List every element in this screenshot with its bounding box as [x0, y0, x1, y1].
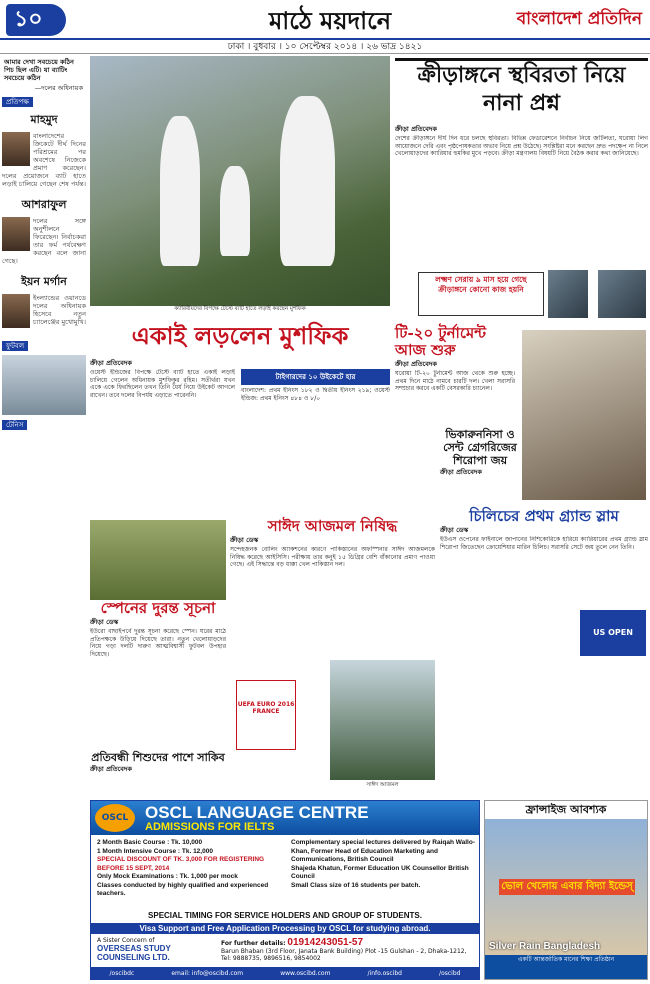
headline-mushfiq[interactable]: একাই লড়লেন মুশফিক — [131, 321, 349, 350]
sidebar-quote-source: —দলের অধিনায়ক — [34, 84, 83, 92]
headline-stgreg[interactable]: ভিকারুননিসা ও সেন্ট গ্রেগরিজের শিরোপা জয় — [443, 428, 517, 467]
hero-photo — [90, 56, 390, 306]
section-title: মাঠে ময়দানে — [268, 6, 392, 35]
concern-label: A Sister Concern of — [97, 937, 155, 944]
cilic-trophy-photo — [522, 330, 646, 500]
headline-t20[interactable]: টি-২০ টুর্নামেন্ট আজ শুরু — [395, 324, 487, 359]
sidebar-tag: টেনিস — [2, 420, 27, 430]
page-header — [0, 0, 650, 40]
info-label: For further details: — [221, 940, 286, 947]
portrait-photo — [598, 270, 646, 318]
left-sidebar — [2, 56, 86, 616]
franchise-advert[interactable] — [484, 800, 648, 980]
story-body: দেশের ক্রীড়াঙ্গনে দীর্ঘ দিন ধরে চলছে স্থবিরতা। বিভিন্ন ফেডারেশনে নির্বাচন নিয়ে জটিলতা, ঘরোয়া লিগ আয়োজনে দেরি এবং পৃষ্ঠপোষকতার অভাব নিয়ে প্রশ্ন উঠেছে। সংশ্লিষ্টরা মনে করছেন দ্রুত পদক্ষেপ না নিলে খেলোয়াড়দের ক্যারিয়ার হুমকির মুখে পড়বে। ক্রীড়া মন্ত্রণালয় বিষয়টি নিয়ে বৈঠক করার কথা জানিয়েছে। — [395, 135, 648, 158]
franchise-banner: ভোল খেলোয় এবার বিদ্যা ইন্ডেস্ — [499, 879, 635, 895]
portrait-photo — [2, 132, 30, 166]
headline-disabled[interactable]: প্রতিবন্ধী শিশুদের পাশে সাকিব — [91, 751, 225, 764]
oscl-header — [91, 801, 479, 835]
list-item: Complementary special lectures delivered by Raiqah Wallo-Khan, Former Head of Education Marketing and Communications, British Council — [291, 839, 475, 863]
euro2016-logo: UEFA EURO 2016 FRANCE — [236, 680, 296, 750]
ajmal-photo — [330, 660, 435, 780]
address: Barun Bhaban (3rd Floor, Janata Bank Building) Plot -15 Gulshan - 2, Dhaka-1212, Tel: 9888735, 9896516, 9854002 — [221, 948, 467, 962]
headline-ajmal[interactable]: সাঈদ আজমল নিষিদ্ধ — [267, 517, 398, 535]
headline-cilic[interactable]: চিলিচের প্রথম গ্র্যান্ড স্লাম — [469, 507, 619, 525]
story-cilic — [440, 508, 648, 688]
oscl-advert[interactable] — [90, 800, 480, 980]
story-body: ওয়েস্ট ইন্ডিজের বিপক্ষে টেস্টে ব্যাট হাতে একাই লড়াই চালিয়ে গেলেন অধিনায়ক মুশফিকুর রহিম। সতীর্থরা যখন একে একে ফিরছিলেন তখন তিনি ধৈর্য নিয়ে উইকেট আগলে রাখেন। তবে দলের বিপর্যয় এড়াতে পারেননি। — [90, 369, 235, 399]
football-photo — [2, 355, 86, 415]
hero-caption: ক্যারিবীয়দের বিপক্ষে টেস্টে ব্যাট হাতে লড়াই করছেন মুশফিক — [174, 306, 306, 312]
byline: ক্রীড়া প্রতিবেদক — [395, 360, 437, 368]
profile-name: ইয়ন মর্গান — [21, 275, 67, 288]
byline: ক্রীড়া প্রতিবেদক — [90, 359, 132, 367]
profile-name: মাহমুদ — [30, 113, 58, 126]
story-mushfiq — [90, 318, 390, 518]
batsman-figure — [160, 116, 200, 266]
photo-caption: সাঈদ আজমল — [366, 782, 399, 788]
keeper-figure — [280, 96, 335, 266]
byline: ক্রীড়া প্রতিবেদক — [90, 765, 132, 773]
email-link[interactable]: email: info@oscibd.com — [171, 969, 244, 977]
fielder-figure — [220, 166, 250, 256]
headline-stagnation[interactable]: ক্রীড়াঙ্গনে স্থবিরতা নিয়ে নানা প্রশ্ন — [395, 58, 648, 120]
social-link[interactable]: /oscibdc — [109, 969, 135, 977]
oscl-special-timing: SPECIAL TIMING FOR SERVICE HOLDERS AND GROUP OF STUDENTS. — [148, 911, 422, 920]
byline: ক্রীড়া প্রতিবেদক — [395, 125, 437, 133]
list-item: 1 Month Intensive Course : Tk. 12,000 — [97, 847, 213, 855]
sidebar-quote: আমার দেখা সবচেয়ে কঠিন পিচ ছিল এটি। যা ব্যাটিং সবচেয়ে কঠিন — [4, 58, 74, 82]
sidebar-tag: প্রতিপক্ষ — [2, 97, 33, 107]
spain-team-photo — [90, 520, 226, 600]
byline: ক্রীড়া ডেস্ক — [230, 536, 259, 544]
story-stgreg — [440, 428, 520, 508]
oscl-company — [97, 937, 217, 962]
franchise-footer: একটি আন্তর্জাতিক মানের শিক্ষা প্রতিষ্ঠান — [485, 955, 647, 979]
pullquote: লক্ষ্মণ সেরায় ৯ মাস হয়ে গেছে ক্রীড়াঙ্গনে কোনো কাজ হয়নি — [418, 272, 544, 316]
oscl-course-list — [97, 839, 287, 899]
masthead[interactable]: বাংলাদেশ প্রতিদিন — [516, 9, 642, 29]
sidebar-tag: ফুটবল — [2, 341, 28, 351]
oscl-logo: OSCL — [95, 804, 135, 832]
profile-text: দলের সঙ্গে অনুশীলনে ফিরেছেন। নির্বাচকরা তার ফর্ম পর্যবেক্ষণ করছেন বলে জানা গেছে। — [2, 217, 86, 265]
social-link[interactable]: /oscibd — [439, 969, 461, 977]
list-item: Only Mock Examinations : Tk. 1,000 per mock — [97, 873, 238, 880]
social-link[interactable]: /info.oscibd — [367, 969, 402, 977]
score-info-bar: টাইগারদের ১০ উইকেটে হার — [241, 369, 390, 385]
dateline: ঢাকা । বুধবার । ১০ সেপ্টেম্বর ২০১৪ । ২৬ ভাদ্র ১৪২১ — [0, 40, 650, 54]
oscl-footer — [91, 967, 479, 979]
story-body: ঘরোয়া টি-২০ টুর্নামেন্ট আজ থেকে শুরু হচ্ছে। প্রথম দিনে মাঠে নামবে চারটি দল। খেলা সরাসরি সম্প্রচার করবে একটি বেসরকারি চ্যানেল। — [395, 370, 515, 393]
oscl-contact — [221, 937, 476, 962]
list-item: 2 Month Basic Course : Tk. 10,000 — [97, 839, 203, 846]
company-name: OVERSEAS STUDY COUNSELING LTD. — [97, 944, 171, 962]
portrait-photo — [2, 294, 30, 328]
oscl-subtitle: ADMISSIONS FOR IELTS — [145, 821, 275, 833]
list-item: Shajeda Khatun, Former Education UK Counsellor British Council — [291, 864, 469, 880]
portrait-photo — [548, 270, 588, 318]
us-open-logo: US OPEN — [580, 610, 646, 656]
list-item: Classes conducted by highly qualified and experienced teachers. — [97, 881, 269, 897]
byline: ক্রীড়া ডেস্ক — [90, 618, 119, 626]
page-number: ১০ — [6, 4, 66, 36]
oscl-title: OSCL LANGUAGE CENTRE — [145, 803, 369, 822]
byline: ক্রীড়া ডেস্ক — [440, 526, 469, 534]
brand-name: Silver Rain Bangladesh — [489, 941, 601, 952]
story-disabled — [90, 752, 226, 798]
byline: ক্রীড়া প্রতিবেদক — [440, 468, 482, 476]
story-body: ইউএস ওপেনের ফাইনালে জাপানের নিশিকোরিকে হারিয়ে ক্যারিয়ারের প্রথম গ্র্যান্ড স্লাম শিরোপা জিতেছেন ক্রোয়েশিয়ার মারিন চিলিচ। সরাসরি সেটে জয় তুলে নেন তিনি। — [440, 536, 648, 551]
profile-text: ইংল্যান্ডের ওয়ানডে দলের অধিনায়ক হিসেবে নতুন চ্যালেঞ্জের মুখোমুখি। — [33, 294, 86, 326]
story-body: সন্দেহজনক বোলিং অ্যাকশনের কারণে পাকিস্তানের অফস্পিনার সাঈদ আজমলকে নিষিদ্ধ করেছে আইসিসি। পরীক্ষায় তার কনুই ১৫ ডিগ্রির বেশি বাঁকানোর প্রমাণ পাওয়া গেছে। এই সিদ্ধান্তে বড় ধাক্কা খেল পাকিস্তান দল। — [230, 546, 435, 569]
phone-number[interactable]: 01914243051-57 — [287, 937, 364, 948]
story-body: ইউরো বাছাইপর্বে দুরন্ত সূচনা করেছে স্পেন। ঘরের মাঠে প্রতিপক্ষকে উড়িয়ে দিয়েছে তারা। নতুন খেলোয়াড়দের নিয়ে গড়া দলটি দারুণ আত্মবিশ্বাসী ফুটবল উপহার দিয়েছে। — [90, 628, 226, 658]
portrait-photo — [2, 217, 30, 251]
oscl-visa-strip: Visa Support and Free Application Processing by OSCL for studying abroad. — [91, 923, 479, 934]
profile-text: বাংলাদেশের ক্রিকেটে দীর্ঘ দিনের পরিশ্রমের পর অবশেষে নিজেকে প্রমাণ করেছেন। দলের প্রয়োজনে ব্যাট হাতে লড়াই চালিয়ে গেছেন শেষ পর্যন্ত। — [2, 132, 86, 188]
website-link[interactable]: www.oscibd.com — [280, 969, 331, 977]
scoreboard: বাংলাদেশ: প্রথম ইনিংস ১৮২ ও দ্বিতীয় ইনিংস ২১৯; ওয়েস্ট ইন্ডিজ: প্রথম ইনিংস ৪৮৪ ও ৮/০ — [241, 387, 390, 402]
story-stagnation — [395, 124, 648, 274]
oscl-feature-list — [291, 839, 476, 890]
list-item: Small Class size of 16 students per batch. — [291, 881, 421, 889]
profile-name: আশরাফুল — [21, 198, 67, 211]
headline-spain[interactable]: স্পেনের দুরন্ত সূচনা — [100, 599, 216, 617]
list-item: SPECIAL DISCOUNT OF TK. 3,000 FOR REGISTERING BEFORE 15 SEPT, 2014 — [97, 856, 265, 872]
franchise-title: ফ্রান্সাইজ আবশ্যক — [525, 803, 607, 816]
